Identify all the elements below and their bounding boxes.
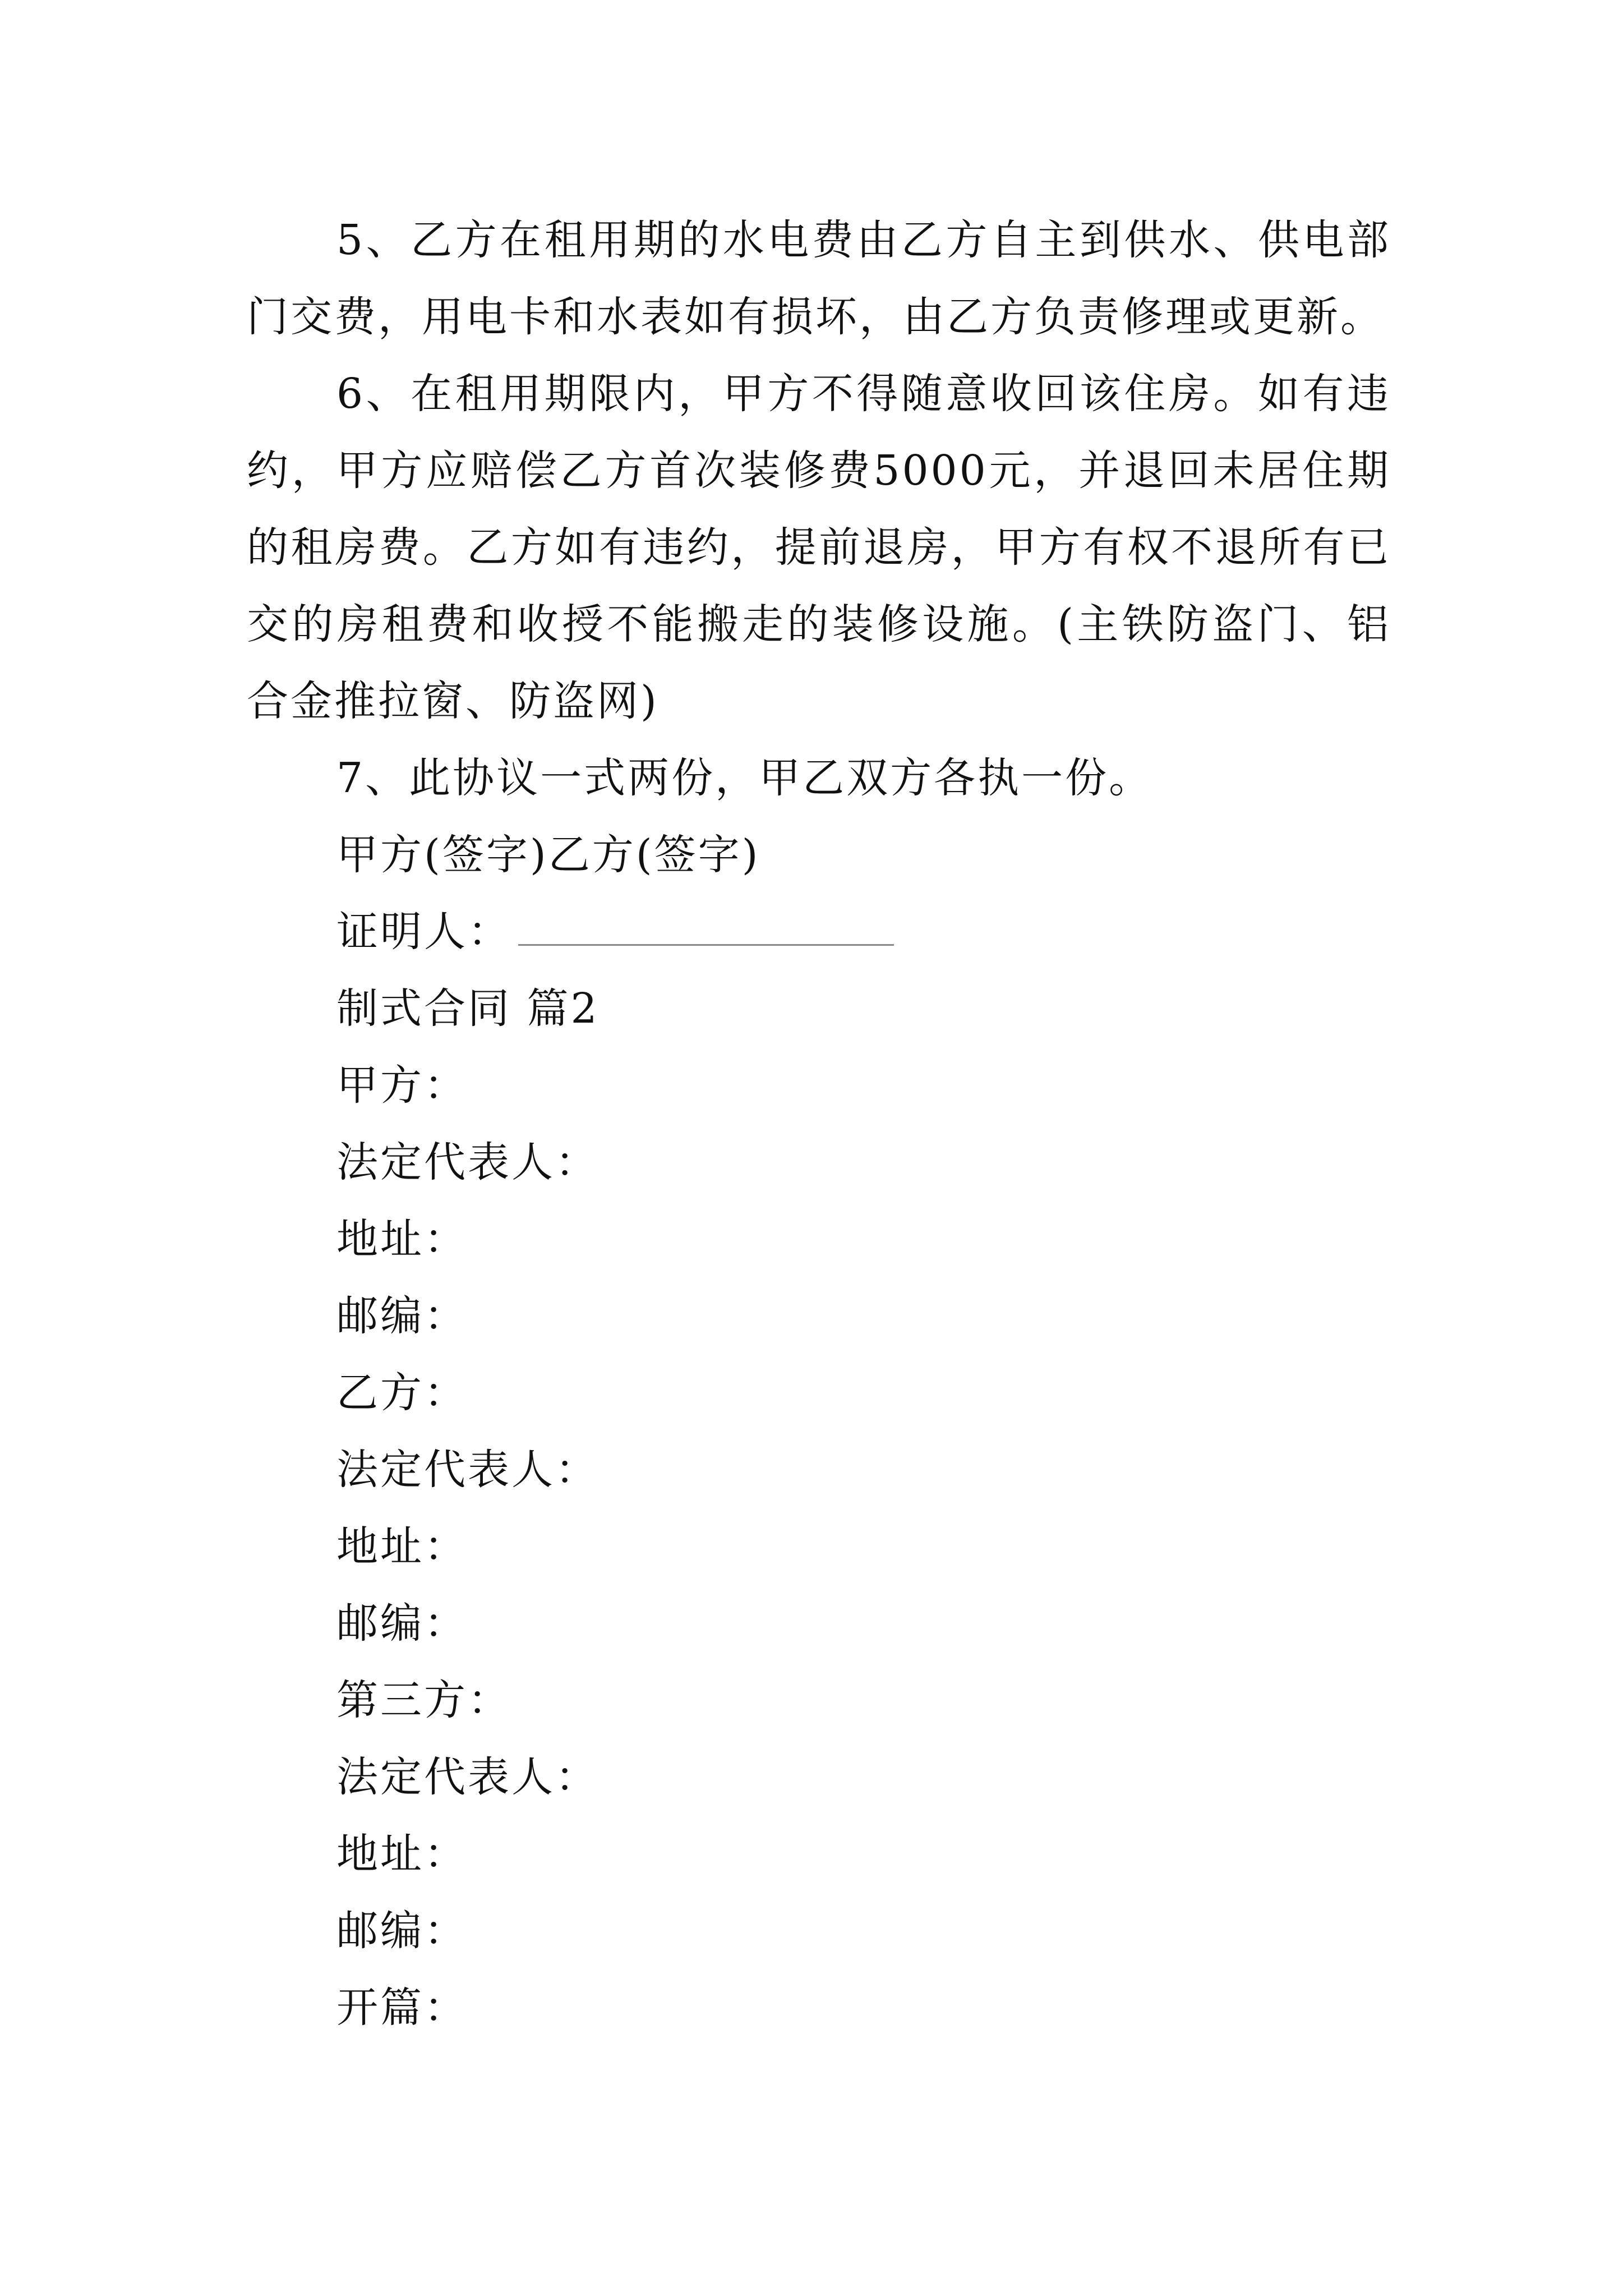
section-title: 制式合同 篇2 (336, 984, 600, 1033)
witness-line (247, 894, 1391, 970)
party-c-label: 第三方： (336, 1676, 511, 1724)
signature-line: 甲方(签字)乙方(签字) (336, 831, 760, 879)
party-c-address: 地址： (336, 1830, 468, 1878)
party-b-label: 乙方： (336, 1369, 468, 1417)
party-b-address: 地址： (336, 1522, 468, 1571)
party-c-postcode: 邮编： (336, 1907, 468, 1955)
party-a-address: 地址： (336, 1215, 468, 1263)
witness-label: 证明人： (336, 908, 511, 956)
party-a-rep: 法定代表人： (336, 1138, 599, 1186)
opening-label: 开篇： (336, 1984, 468, 2032)
clause-6: 6、在租用期限内，甲方不得随意收回该住房。如有违约，甲方应赔偿乙方首次装修费5000元，并退回未居住期的租房费。乙方如有违约，提前退房，甲方有权不退所有已交的房租费和收授不能搬走的装修设施。(主铁防盗门、铝合金推拉窗、防盗网) (247, 370, 1391, 725)
party-c-rep: 法定代表人： (336, 1753, 599, 1801)
party-a-postcode: 邮编： (336, 1292, 468, 1340)
party-b-rep: 法定代表人： (336, 1446, 599, 1494)
document-body (247, 202, 1391, 2046)
clause-7: 7、此协议一式两份，甲乙双方各执一份。 (336, 754, 1153, 802)
clause-5: 5、乙方在租用期的水电费由乙方自主到供水、供电部门交费，用电卡和水表如有损坏，由乙方负责修理或更新。 (247, 216, 1391, 341)
party-b-postcode: 邮编： (336, 1599, 468, 1648)
party-a-label: 甲方： (336, 1061, 468, 1110)
witness-blank (518, 922, 894, 946)
